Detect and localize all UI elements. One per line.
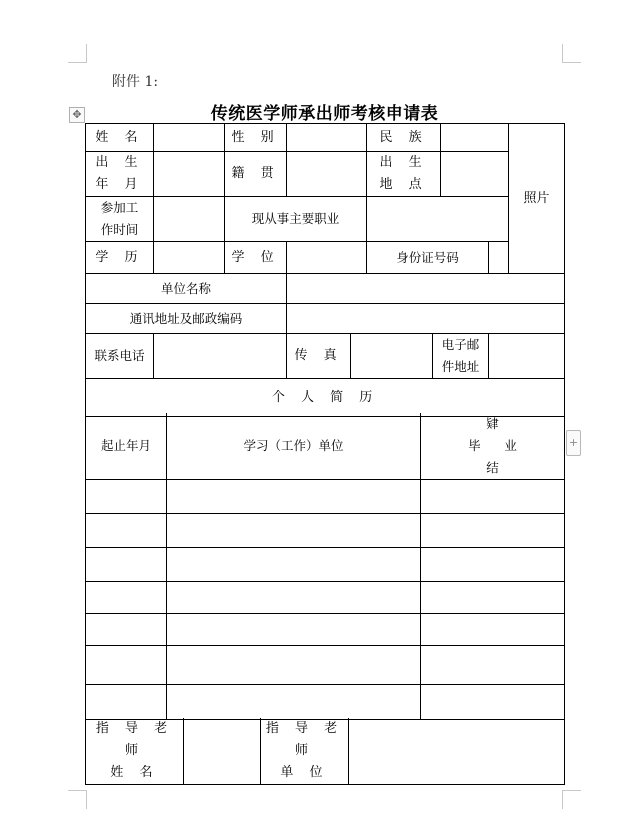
employer-field[interactable] [287,274,565,304]
resume-period-cell[interactable] [86,480,167,514]
label-period: 起止年月 [86,413,167,480]
plus-icon[interactable]: + [566,430,581,456]
resume-period-cell[interactable] [86,646,167,685]
birthplace-field[interactable] [441,152,509,197]
mentor-table [85,718,565,785]
resume-period-cell[interactable] [86,514,167,548]
table-row [86,685,565,720]
education-field[interactable] [154,242,225,274]
work-start-field[interactable] [154,197,225,242]
label-mentor-unit: 指 导 老 师 单 位 [261,718,349,785]
resume-status-cell[interactable] [421,614,565,646]
label-ethnicity: 民 族 [367,124,441,152]
table-row [86,480,565,514]
resume-table [85,413,565,720]
mentor-name-field[interactable] [184,718,261,785]
resume-status-cell[interactable] [421,514,565,548]
attachment-label: 附件 1: [112,74,159,90]
photo-box[interactable] [509,124,565,274]
resume-institution-cell[interactable] [167,614,421,646]
name-field[interactable] [154,124,225,152]
label-name: 姓 名 [86,124,154,152]
label-institution: 学习（工作）单位 [167,413,421,480]
resume-heading: 个 人 简 历 [86,379,565,417]
page-corner-mark-bottom-left [68,790,87,809]
resume-period-cell[interactable] [86,614,167,646]
table-row [86,514,565,548]
resume-period-cell[interactable] [86,548,167,582]
table-row [86,548,565,582]
birth-date-field[interactable] [154,152,225,197]
ethnicity-field[interactable] [441,124,509,152]
document-title: 传统医学师承出师考核申请表 [210,104,439,124]
move-arrows-icon[interactable]: ✥ [69,107,85,123]
label-email: 电子邮 件地址 [433,334,489,379]
label-education: 学 历 [86,242,154,274]
resume-status-cell[interactable] [421,646,565,685]
application-form-table [85,123,565,417]
table-row [86,582,565,614]
address-postcode-field[interactable] [287,304,565,334]
label-phone: 联系电话 [86,334,154,379]
resume-institution-cell[interactable] [167,582,421,614]
mentor-unit-field[interactable] [349,718,565,785]
resume-status-cell[interactable] [421,685,565,720]
resume-status-cell[interactable] [421,548,565,582]
resume-institution-cell[interactable] [167,480,421,514]
resume-institution-cell[interactable] [167,646,421,685]
label-mentor-name: 指 导 老 师 姓 名 [86,718,184,785]
label-native-place: 籍 贯 [225,152,287,197]
native-place-field[interactable] [287,152,367,197]
table-row [86,646,565,685]
label-degree: 学 位 [225,242,287,274]
label-completion-status: 肄 毕 业 结 [421,413,565,480]
label-employer: 单位名称 [86,274,287,304]
resume-institution-cell[interactable] [167,514,421,548]
label-birthplace: 出 生 地 点 [367,152,441,197]
resume-status-cell[interactable] [421,480,565,514]
label-id-number: 身份证号码 [367,242,489,274]
label-birth-date: 出 生 年 月 [86,152,154,197]
page-corner-mark-top-right [562,44,581,63]
page-corner-mark-bottom-right [562,790,581,809]
id-number-field-part[interactable] [489,242,509,274]
label-gender: 性 别 [225,124,287,152]
phone-field[interactable] [154,334,287,379]
resume-period-cell[interactable] [86,685,167,720]
resume-institution-cell[interactable] [167,548,421,582]
resume-institution-cell[interactable] [167,685,421,720]
label-address-postcode: 通讯地址及邮政编码 [86,304,287,334]
label-work-start: 参加工 作时间 [86,197,154,242]
gender-field[interactable] [287,124,367,152]
email-field[interactable] [489,334,565,379]
resume-period-cell[interactable] [86,582,167,614]
fax-field[interactable] [351,334,433,379]
current-job-field[interactable] [367,197,509,242]
photo-label: 照片 [523,190,550,206]
table-row [86,614,565,646]
label-current-job: 现从事主要职业 [225,197,367,242]
resume-status-cell[interactable] [421,582,565,614]
label-fax: 传 真 [287,334,351,379]
degree-field[interactable] [287,242,367,274]
page-corner-mark-top-left [68,44,87,63]
